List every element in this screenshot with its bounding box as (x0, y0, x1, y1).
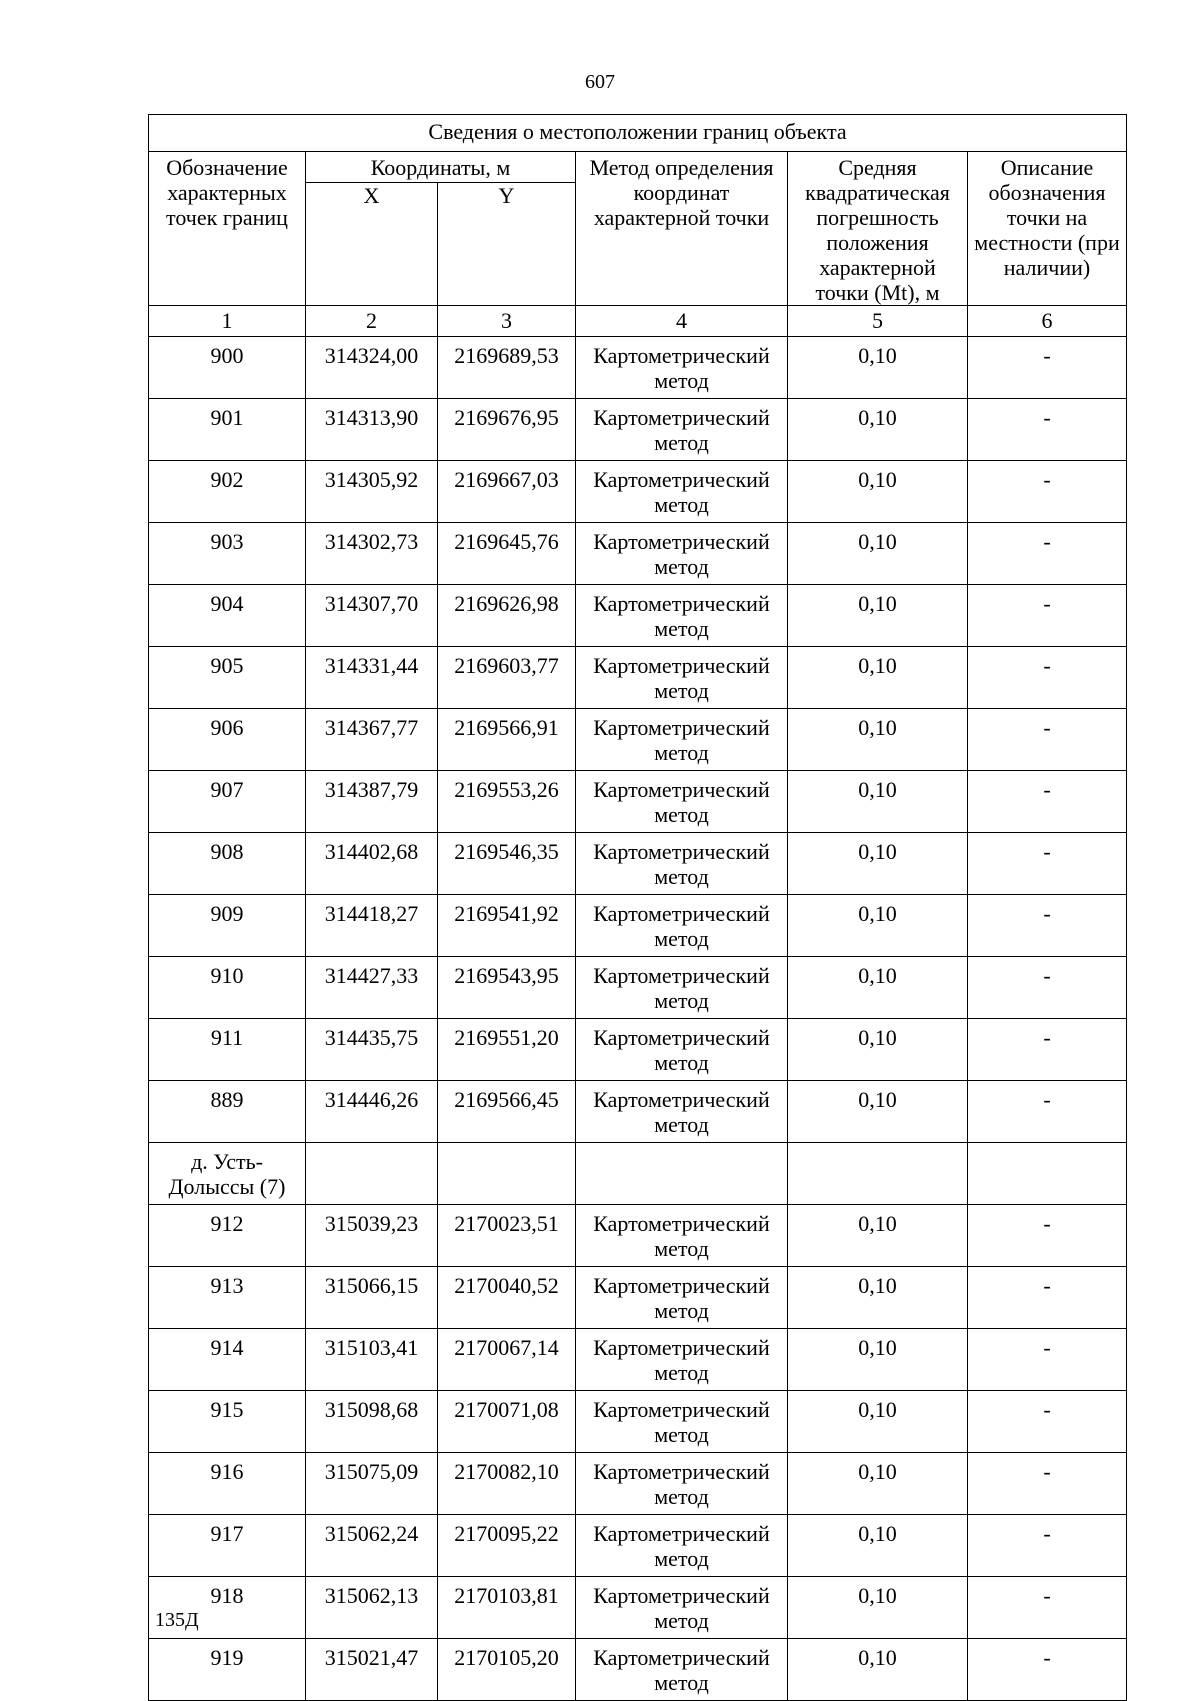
cell-description: - (968, 957, 1127, 1019)
table-row (149, 461, 1127, 523)
cell-point-number: 919 (149, 1639, 306, 1701)
cell-x-coordinate: 314446,26 (306, 1081, 438, 1143)
settlement-row (149, 1143, 1127, 1205)
column-number: 4 (576, 306, 788, 337)
cell-x-coordinate: 315103,41 (306, 1329, 438, 1391)
cell-y-coordinate: 2169667,03 (438, 461, 576, 523)
header-accuracy: Средняя квадратическая погрешность положения характерной точки (Mt), м (788, 152, 968, 306)
column-number: 3 (438, 306, 576, 337)
table-row (149, 1329, 1127, 1391)
cell-accuracy: 0,10 (788, 1515, 968, 1577)
column-number: 1 (149, 306, 306, 337)
table-cell (576, 1143, 788, 1205)
cell-description: - (968, 709, 1127, 771)
page-number: 607 (585, 71, 615, 93)
cell-description: - (968, 1515, 1127, 1577)
header-coordinates: Координаты, м (306, 152, 576, 183)
cell-method: Картометрический метод (576, 1515, 788, 1577)
cell-y-coordinate: 2169566,91 (438, 709, 576, 771)
table-row (149, 1639, 1127, 1701)
boundary-coordinates-table (148, 114, 1127, 1701)
table-row (149, 1577, 1127, 1639)
cell-point-number: 901 (149, 399, 306, 461)
column-number: 2 (306, 306, 438, 337)
table-row (149, 1205, 1127, 1267)
cell-accuracy: 0,10 (788, 1577, 968, 1639)
cell-point-number: 908 (149, 833, 306, 895)
table-row (149, 647, 1127, 709)
table-row (149, 771, 1127, 833)
cell-point-number: 917 (149, 1515, 306, 1577)
table-row (149, 1391, 1127, 1453)
cell-description: - (968, 1639, 1127, 1701)
header-description: Описание обозначения точки на местности (при наличии) (968, 152, 1127, 306)
cell-method: Картометрический метод (576, 337, 788, 399)
cell-y-coordinate: 2170071,08 (438, 1391, 576, 1453)
cell-x-coordinate: 315021,47 (306, 1639, 438, 1701)
cell-y-coordinate: 2169603,77 (438, 647, 576, 709)
cell-point-number: 905 (149, 647, 306, 709)
cell-method: Картометрический метод (576, 1453, 788, 1515)
settlement-section (149, 1143, 1127, 1205)
cell-point-number: 913 (149, 1267, 306, 1329)
cell-x-coordinate: 315062,13 (306, 1577, 438, 1639)
cell-y-coordinate: 2169543,95 (438, 957, 576, 1019)
cell-point-number: 903 (149, 523, 306, 585)
column-number: 6 (968, 306, 1127, 337)
cell-accuracy: 0,10 (788, 957, 968, 1019)
cell-point-number: 911 (149, 1019, 306, 1081)
cell-y-coordinate: 2169546,35 (438, 833, 576, 895)
cell-accuracy: 0,10 (788, 1639, 968, 1701)
cell-method: Картометрический метод (576, 771, 788, 833)
cell-accuracy: 0,10 (788, 895, 968, 957)
table-row (149, 895, 1127, 957)
cell-description: - (968, 1205, 1127, 1267)
cell-point-number: 904 (149, 585, 306, 647)
cell-method: Картометрический метод (576, 895, 788, 957)
cell-method: Картометрический метод (576, 1391, 788, 1453)
cell-method: Картометрический метод (576, 1205, 788, 1267)
cell-accuracy: 0,10 (788, 1205, 968, 1267)
cell-method: Картометрический метод (576, 957, 788, 1019)
cell-method: Картометрический метод (576, 523, 788, 585)
cell-y-coordinate: 2169689,53 (438, 337, 576, 399)
cell-method: Картометрический метод (576, 585, 788, 647)
header-method: Метод определения координат характерной точки (576, 152, 788, 306)
cell-y-coordinate: 2169553,26 (438, 771, 576, 833)
cell-point-number: 902 (149, 461, 306, 523)
cell-method: Картометрический метод (576, 647, 788, 709)
cell-x-coordinate: 314305,92 (306, 461, 438, 523)
cell-method: Картометрический метод (576, 399, 788, 461)
cell-x-coordinate: 314331,44 (306, 647, 438, 709)
table-row (149, 1515, 1127, 1577)
settlement-name: д. Усть-Долыссы (7) (149, 1143, 306, 1205)
cell-y-coordinate: 2170103,81 (438, 1577, 576, 1639)
cell-y-coordinate: 2169541,92 (438, 895, 576, 957)
cell-method: Картометрический метод (576, 1329, 788, 1391)
cell-description: - (968, 1577, 1127, 1639)
cell-y-coordinate: 2170105,20 (438, 1639, 576, 1701)
cell-y-coordinate: 2169676,95 (438, 399, 576, 461)
table-row (149, 1453, 1127, 1515)
cell-point-number: 909 (149, 895, 306, 957)
cell-accuracy: 0,10 (788, 1019, 968, 1081)
cell-description: - (968, 399, 1127, 461)
cell-x-coordinate: 315098,68 (306, 1391, 438, 1453)
table-cell (306, 1143, 438, 1205)
cell-accuracy: 0,10 (788, 399, 968, 461)
cell-method: Картометрический метод (576, 1019, 788, 1081)
table-body-part2 (149, 1205, 1127, 1701)
cell-y-coordinate: 2170040,52 (438, 1267, 576, 1329)
cell-method: Картометрический метод (576, 1267, 788, 1329)
header-point-designation: Обозначение характерных точек границ (149, 152, 306, 306)
cell-description: - (968, 1329, 1127, 1391)
header-x: X (306, 183, 438, 306)
cell-accuracy: 0,10 (788, 337, 968, 399)
cell-x-coordinate: 314435,75 (306, 1019, 438, 1081)
cell-accuracy: 0,10 (788, 1081, 968, 1143)
cell-y-coordinate: 2170082,10 (438, 1453, 576, 1515)
cell-x-coordinate: 314367,77 (306, 709, 438, 771)
cell-x-coordinate: 314313,90 (306, 399, 438, 461)
cell-point-number: 910 (149, 957, 306, 1019)
cell-description: - (968, 461, 1127, 523)
cell-x-coordinate: 314307,70 (306, 585, 438, 647)
cell-description: - (968, 1267, 1127, 1329)
cell-description: - (968, 1019, 1127, 1081)
cell-description: - (968, 1391, 1127, 1453)
cell-description: - (968, 1081, 1127, 1143)
table-caption: Сведения о местоположении границ объекта (149, 115, 1127, 152)
table-row (149, 337, 1127, 399)
cell-description: - (968, 337, 1127, 399)
table-row (149, 1081, 1127, 1143)
cell-y-coordinate: 2169551,20 (438, 1019, 576, 1081)
cell-y-coordinate: 2169645,76 (438, 523, 576, 585)
cell-method: Картометрический метод (576, 1081, 788, 1143)
cell-description: - (968, 523, 1127, 585)
table-row (149, 957, 1127, 1019)
cell-accuracy: 0,10 (788, 523, 968, 585)
table-cell (968, 1143, 1127, 1205)
cell-method: Картометрический метод (576, 1639, 788, 1701)
header-y: Y (438, 183, 576, 306)
cell-method: Картометрический метод (576, 1577, 788, 1639)
cell-method: Картометрический метод (576, 833, 788, 895)
cell-accuracy: 0,10 (788, 1391, 968, 1453)
cell-x-coordinate: 314427,33 (306, 957, 438, 1019)
cell-y-coordinate: 2170095,22 (438, 1515, 576, 1577)
cell-x-coordinate: 315075,09 (306, 1453, 438, 1515)
table-row (149, 709, 1127, 771)
table-body-part1 (149, 337, 1127, 1143)
cell-y-coordinate: 2169566,45 (438, 1081, 576, 1143)
cell-accuracy: 0,10 (788, 461, 968, 523)
cell-x-coordinate: 314402,68 (306, 833, 438, 895)
table-row (149, 1019, 1127, 1081)
cell-accuracy: 0,10 (788, 1329, 968, 1391)
cell-x-coordinate: 314324,00 (306, 337, 438, 399)
cell-point-number: 914 (149, 1329, 306, 1391)
cell-point-number: 907 (149, 771, 306, 833)
column-numbers-row (149, 306, 1127, 337)
cell-point-number: 900 (149, 337, 306, 399)
cell-x-coordinate: 315062,24 (306, 1515, 438, 1577)
cell-point-number: 916 (149, 1453, 306, 1515)
cell-accuracy: 0,10 (788, 771, 968, 833)
cell-accuracy: 0,10 (788, 709, 968, 771)
cell-y-coordinate: 2170067,14 (438, 1329, 576, 1391)
table-cell (788, 1143, 968, 1205)
cell-x-coordinate: 314418,27 (306, 895, 438, 957)
table-row (149, 1267, 1127, 1329)
cell-x-coordinate: 315039,23 (306, 1205, 438, 1267)
cell-accuracy: 0,10 (788, 647, 968, 709)
table-row (149, 585, 1127, 647)
cell-description: - (968, 1453, 1127, 1515)
table-row (149, 399, 1127, 461)
cell-accuracy: 0,10 (788, 1453, 968, 1515)
cell-method: Картометрический метод (576, 709, 788, 771)
cell-point-number: 906 (149, 709, 306, 771)
cell-accuracy: 0,10 (788, 1267, 968, 1329)
cell-point-number: 912 (149, 1205, 306, 1267)
cell-x-coordinate: 314302,73 (306, 523, 438, 585)
column-number: 5 (788, 306, 968, 337)
cell-description: - (968, 771, 1127, 833)
cell-point-number: 915 (149, 1391, 306, 1453)
cell-description: - (968, 585, 1127, 647)
table-row (149, 833, 1127, 895)
cell-accuracy: 0,10 (788, 833, 968, 895)
cell-x-coordinate: 315066,15 (306, 1267, 438, 1329)
table-row (149, 523, 1127, 585)
cell-description: - (968, 833, 1127, 895)
cell-method: Картометрический метод (576, 461, 788, 523)
cell-y-coordinate: 2170023,51 (438, 1205, 576, 1267)
cell-description: - (968, 647, 1127, 709)
cell-description: - (968, 895, 1127, 957)
cell-y-coordinate: 2169626,98 (438, 585, 576, 647)
cell-x-coordinate: 314387,79 (306, 771, 438, 833)
table-cell (438, 1143, 576, 1205)
cell-point-number: 889 (149, 1081, 306, 1143)
cell-accuracy: 0,10 (788, 585, 968, 647)
footer-code: 135Д (155, 1609, 199, 1631)
cell-point-number: 918 (149, 1577, 306, 1639)
